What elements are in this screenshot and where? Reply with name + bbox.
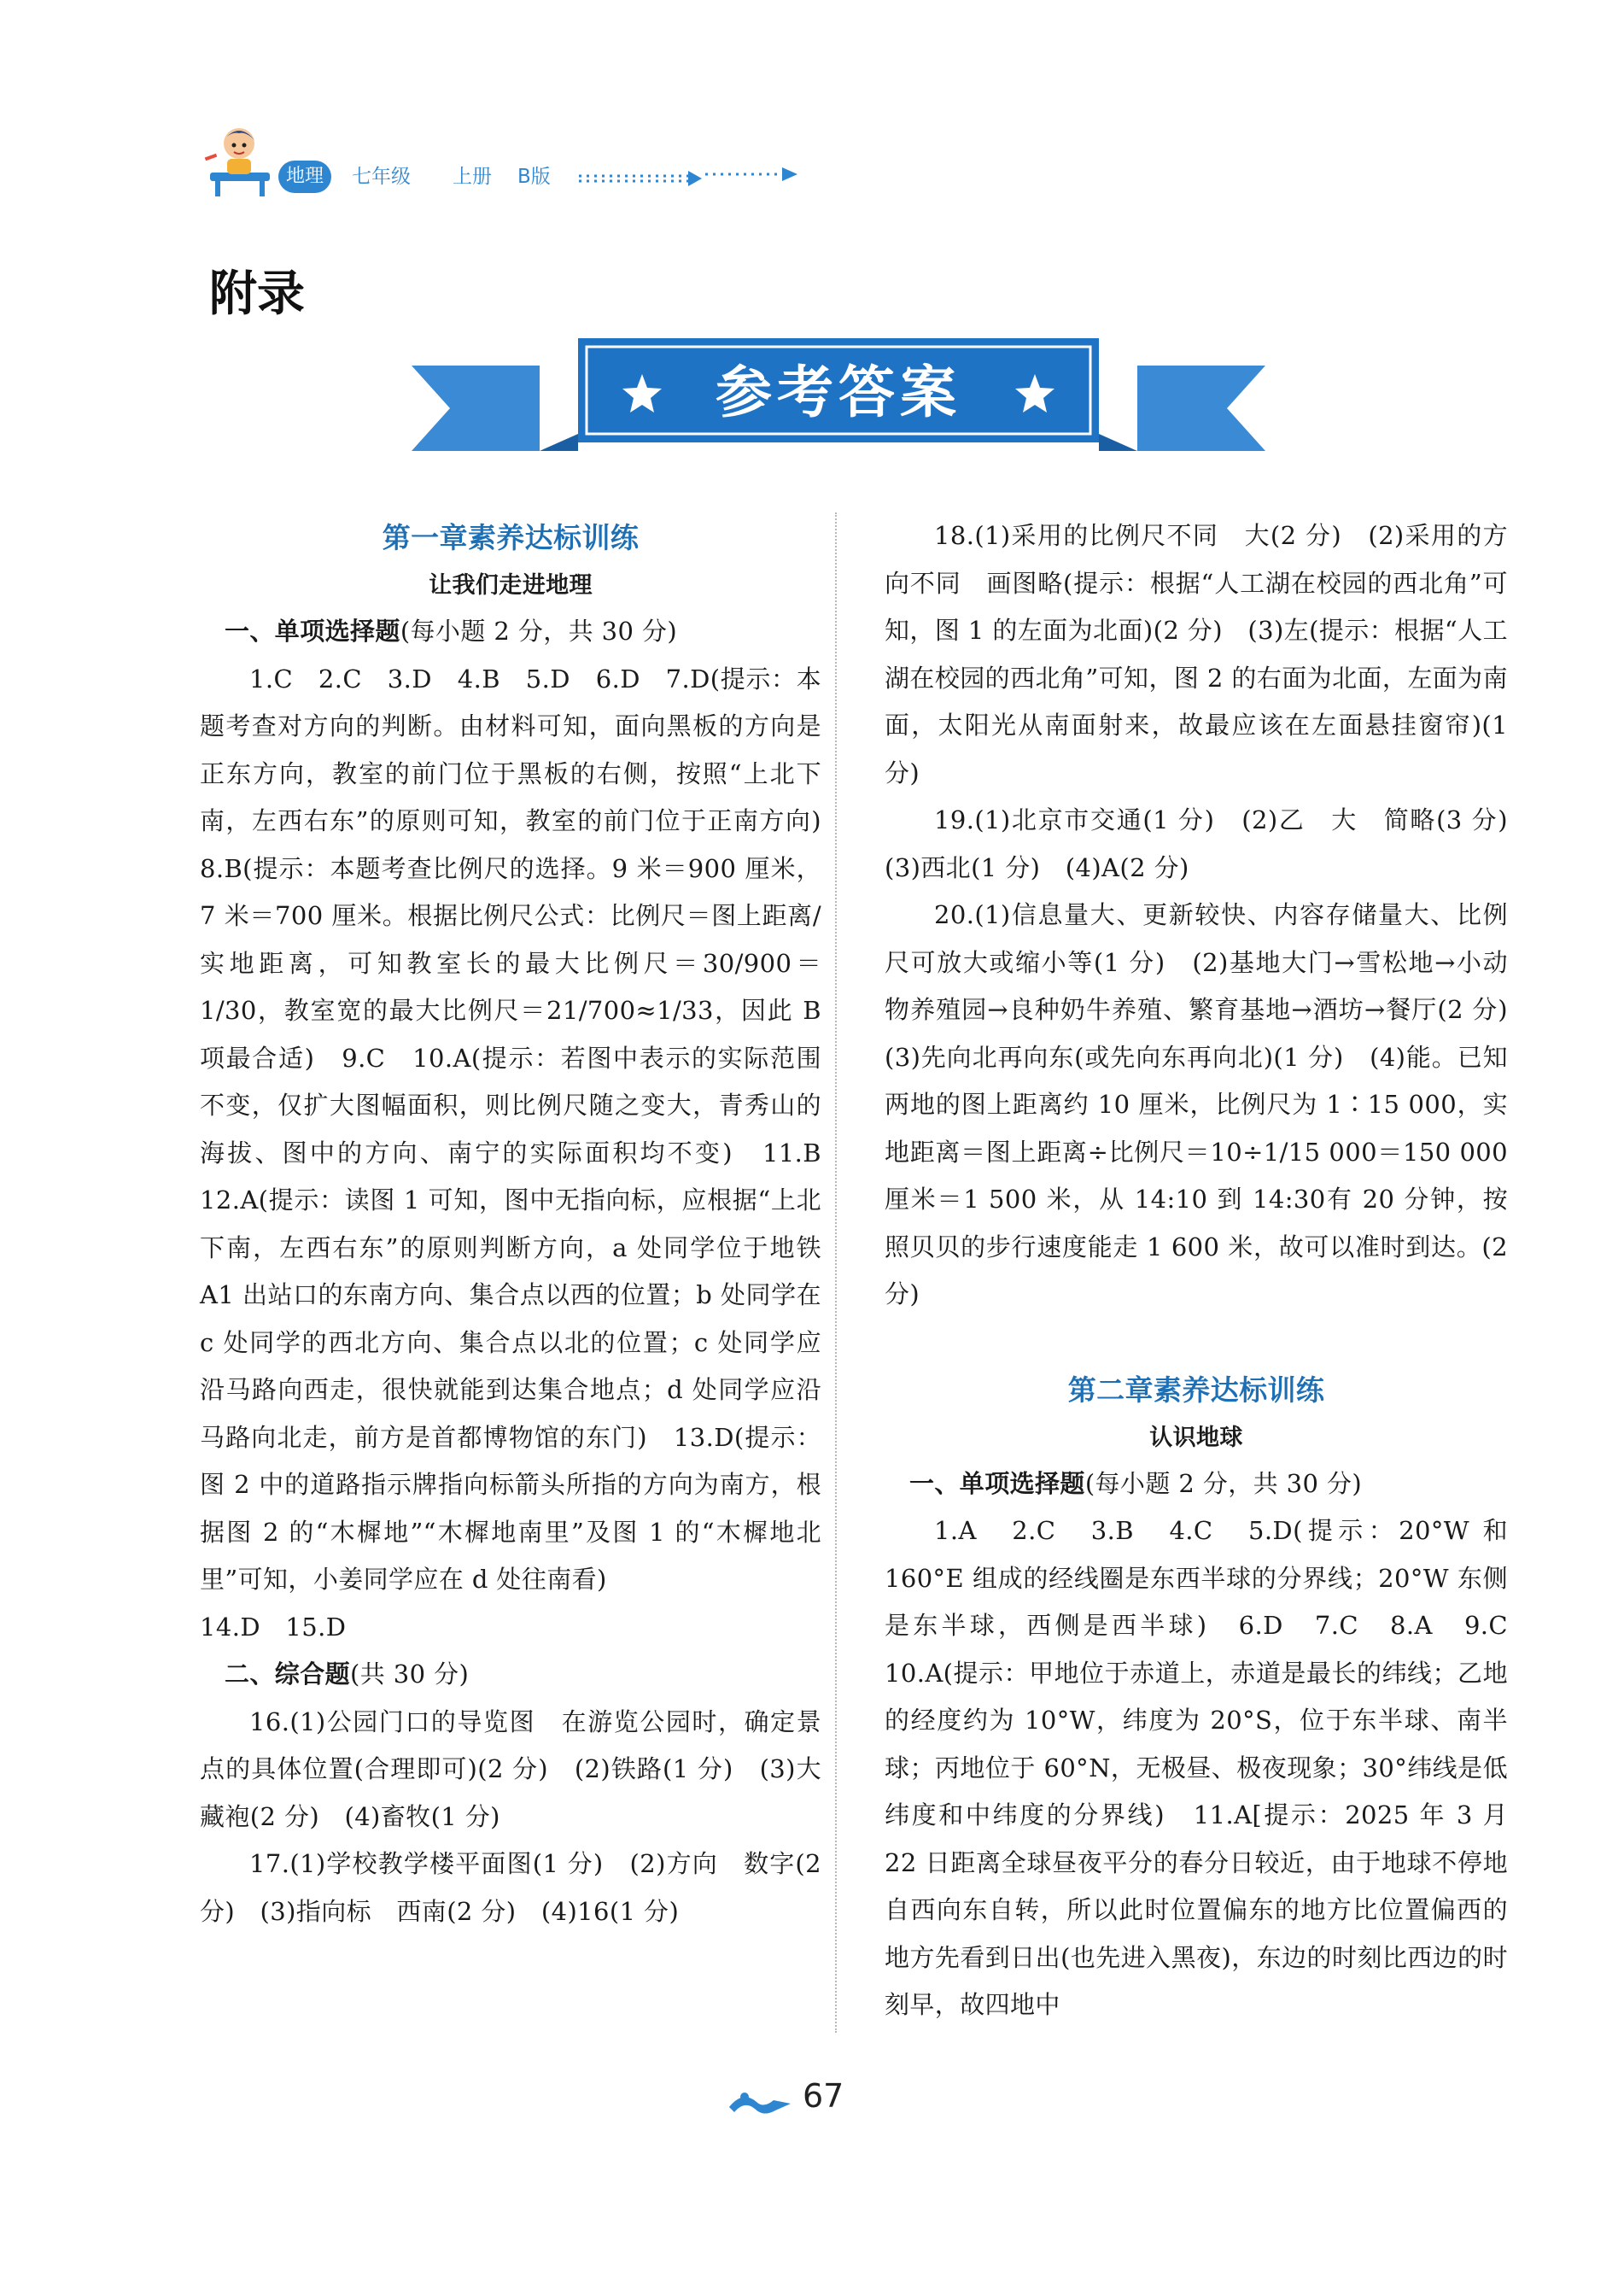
column-divider	[835, 512, 837, 2033]
chapter-title: 第二章素养达标训练	[1067, 1373, 1325, 1407]
lesson-title: 认识地球	[1149, 1424, 1243, 1451]
right-column	[885, 512, 1533, 2029]
answer-paragraph: 1.A 2.C 3.B 4.C 5.D(提示：20°W 和 160°E 组成的经线圈是东西半球的分界线；20°W 东侧是东半球，西侧是西半球) 6.D 7.C 8.A 9.C 10.A(提示：甲地位于赤道上，赤道是最长的纬线；乙地的经度约为 10°W，纬度为 20°S，位于东半球、南半球；丙地位于 60°N，无极昼、极夜现象；30°纬线是低纬度和中纬度的分界线) 11.A[提示：2025 年 3 月 22 日距离全球昼夜平分的春分日较近，由于地球不停地自西向东自转，所以此时位置偏东的地方比位置偏西的地方先看到日出(也先进入黑夜)，东边的时刻比西边的时刻早，故四地中	[885, 1516, 1533, 2019]
answer-paragraph: 1.C 2.C 3.D 4.B 5.D 6.D 7.D(提示：本题考查对方向的判断。由材料可知，面向黑板的方向是正东方向，教室的前门位于黑板的右侧，按照“上北下南，左西右东”的原则可知，教室的前门位于正南方向) 8.B(提示：本题考查比例尺的选择。9 米＝900 厘米，7 米＝700 厘米。根据比例尺公式：比例尺＝图上距离/实地距离，可知教室长的最大比例尺＝30/900＝1/30，教室宽的最大比例尺＝21/700≈1/33，因此 B 项最合适) 9.C 10.A(提示：若图中表示的实际范围不变，仅扩大图幅面积，则比例尺随之变大，青秀山的海拔、图中的方向、南宁的实际面积均不变) 11.B 12.A(提示：读图 1 可知，图中无指向标，应根据“上北下南，左西右东”的原则判断方向，a 处同学位于地铁 A1 出站口的东南方向、集合点以西的位置；b 处同学在 c 处同学的西北方向、集合点以北的位置；c 处同学应沿马路向西走，很快就能到达集合地点；d 处同学应沿马路向北走，前方是首都博物馆的东门) 13.D(提示：图 2 中的道路指示牌指向标箭头所指的方向为南方，根据图 2 的“木樨地”“木樨地南里”及图 1 的“木樨地北里”可知，小姜同学应在 d 处往南看)	[200, 664, 847, 1594]
section-heading: 一、单项选择题(每小题 2 分，共 30 分)	[225, 617, 678, 646]
answer-paragraph: 18.(1)采用的比例尺不同 大(2 分) (2)采用的方向不同 画图略(提示：根据“人工湖在校园的西北角”可知，图 1 的左面为北面)(2 分) (3)左(提示：根据“人工湖在校园的西北角”可知，图 2 的右面为北面，左面为南面，太阳光从南面射来，故最应该在左面悬挂窗帘)(1 分)	[885, 521, 1508, 787]
dotted-arrow-decoration	[577, 164, 801, 193]
banner-title: 参考答案	[716, 360, 961, 425]
left-column	[200, 512, 847, 1935]
answer-paragraph: 20.(1)信息量大、更新较快、内容存储量大、比例尺可放大或缩小等(1 分) (2)基地大门→雪松地→小动物养殖园→良种奶牛养殖、繁育基地→酒坊→餐厅(2 分) (3)先向北再向东(或先向东再向北)(1 分) (4)能。已知两地的图上距离约 10 厘米，比例尺为 1∶15 000，实地距离＝图上距离÷比例尺＝10÷1/15 000＝150 000厘米＝1 500 米，从 14:10 到 14:30有 20 分钟，按照贝贝的步行速度能走 1 600 米，故可以准时到达。(2 分)	[885, 900, 1533, 1308]
edition-label: B版	[517, 166, 551, 188]
student-mascot-icon	[203, 121, 277, 198]
answer-paragraph: 14.D 15.D	[200, 1612, 347, 1642]
grade-label: 七年级	[352, 166, 411, 188]
section-heading: 二、综合题(共 30 分)	[225, 1659, 470, 1689]
page-decoration-icon	[726, 2085, 794, 2119]
appendix-title: 附录	[209, 266, 305, 322]
lesson-title: 让我们走进地理	[429, 572, 593, 599]
answer-paragraph: 17.(1)学校教学楼平面图(1 分) (2)方向 数字(2 分) (3)指向标 西南(2 分) (4)16(1 分)	[200, 1849, 821, 1926]
answer-key-banner	[412, 323, 1265, 466]
chapter-title: 第一章素养达标训练	[382, 521, 640, 554]
subject-badge: 地理	[278, 161, 331, 193]
section-heading: 一、单项选择题(每小题 2 分，共 30 分)	[909, 1468, 1363, 1498]
volume-label: 上册	[453, 166, 492, 188]
answer-paragraph: 16.(1)公园门口的导览图 在游览公园时，确定景点的具体位置(合理即可)(2 分) (2)铁路(1 分) (3)大 藏袍(2 分) (4)畜牧(1 分)	[200, 1706, 847, 1831]
page-number: 67	[803, 2077, 844, 2115]
answer-paragraph: 19.(1)北京市交通(1 分) (2)乙 大 简略(3 分) (3)西北(1 分) (4)A(2 分)	[885, 805, 1533, 882]
